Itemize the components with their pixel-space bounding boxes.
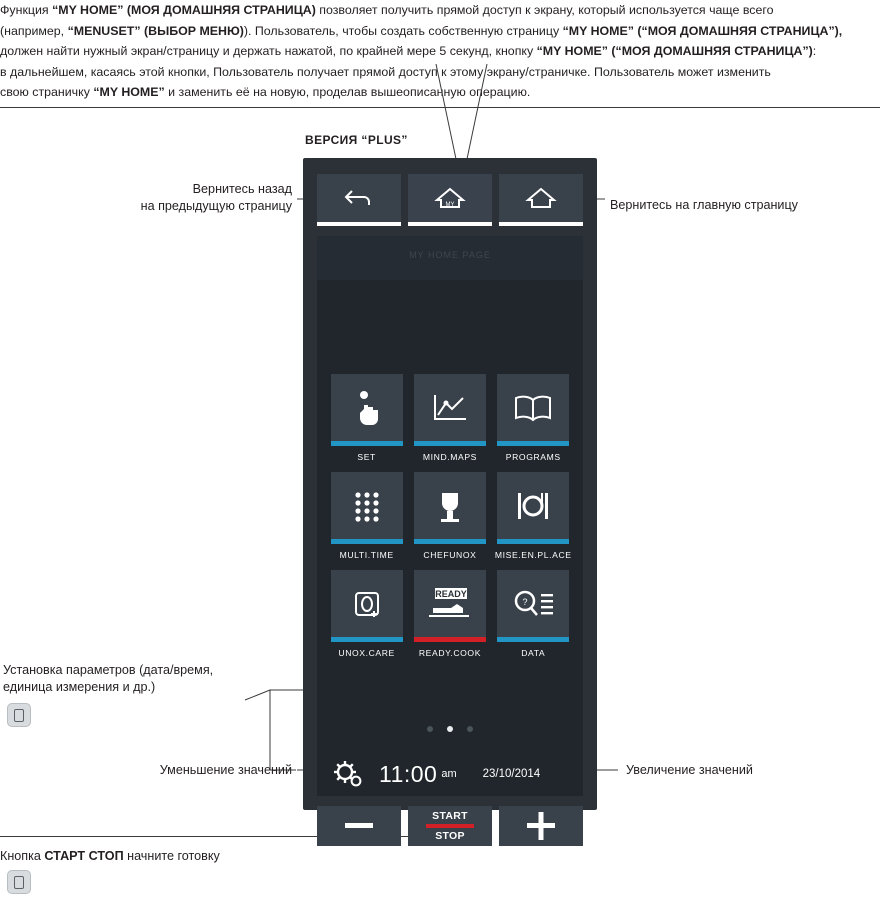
control-panel-device bbox=[303, 158, 597, 842]
callout-home bbox=[610, 197, 860, 214]
my-home-button[interactable] bbox=[408, 174, 492, 226]
tile-programs[interactable] bbox=[497, 374, 569, 446]
device-screen bbox=[317, 236, 583, 796]
tile-ready-cook[interactable] bbox=[414, 570, 486, 642]
intro-bold: “MY HOME” (МОЯ ДОМАШНЯЯ СТРАНИЦА) bbox=[52, 3, 316, 17]
intro-text: и заменить её на новую, проделав вышеописанную операцию. bbox=[164, 85, 531, 99]
callout-home-text: Вернитесь на главную страницу bbox=[610, 198, 798, 212]
callout-back bbox=[100, 181, 292, 215]
callout-increase-text: Увеличение значений bbox=[626, 763, 753, 777]
intro-text: : bbox=[812, 44, 817, 58]
tile-chefunox[interactable] bbox=[414, 472, 486, 544]
intro-text: позволяет получить прямой доступ к экрану, который используется чаще всего bbox=[315, 3, 774, 17]
intro-text: свою страничку bbox=[0, 85, 94, 99]
home-icon bbox=[521, 184, 561, 212]
tile-unox-care[interactable] bbox=[331, 570, 403, 642]
touch-panel-inner-icon bbox=[14, 876, 24, 889]
callout-settings-line1: Установка параметров (дата/время, bbox=[3, 663, 214, 677]
page-dot[interactable] bbox=[467, 726, 473, 732]
svg-text:?: ? bbox=[522, 596, 528, 607]
callout-decrease bbox=[110, 762, 292, 779]
intro-text: должен найти нужный экран/страницу и держать нажатой, по крайней мере 5 секунд, кнопку bbox=[0, 44, 537, 58]
gear-icon bbox=[333, 760, 363, 788]
tile-cell bbox=[492, 472, 575, 560]
tile-cell bbox=[325, 570, 408, 658]
settings-button[interactable] bbox=[317, 760, 379, 788]
magnifier-list-icon bbox=[511, 587, 555, 621]
tile-mise-en-place[interactable] bbox=[497, 472, 569, 544]
intro-text: Функция bbox=[0, 3, 53, 17]
tile-label: READY.COOK bbox=[418, 648, 482, 658]
back-arrow-icon bbox=[342, 185, 376, 211]
callout-startstop-c: начните готовку bbox=[123, 849, 220, 863]
start-stop-button[interactable] bbox=[408, 806, 492, 850]
callout-back-line2: на предыдущую страницу bbox=[140, 199, 292, 213]
tile-cell bbox=[408, 374, 491, 462]
tile-set[interactable] bbox=[331, 374, 403, 446]
minus-button[interactable] bbox=[317, 806, 401, 850]
touch-panel-inner-icon bbox=[14, 709, 24, 722]
callout-startstop-a: Кнопка bbox=[0, 849, 45, 863]
clock-ampm: am bbox=[441, 768, 457, 780]
dots-grid-icon bbox=[349, 489, 385, 523]
tile-cell bbox=[325, 374, 408, 462]
callout-back-line1: Вернитесь назад bbox=[192, 182, 292, 196]
intro-text: ). Пользователь, чтобы создать собственную страницу bbox=[243, 23, 563, 38]
screen-title: MY HOME PAGE bbox=[409, 250, 491, 260]
svg-text:READY: READY bbox=[435, 588, 467, 599]
page-dot[interactable] bbox=[427, 726, 433, 732]
device-top-button-bar bbox=[317, 174, 583, 226]
tile-label: SET bbox=[357, 452, 376, 462]
device-bottom-button-bar bbox=[317, 806, 583, 858]
tile-label: MULTI.TIME bbox=[339, 550, 394, 560]
callout-settings-line2: единица измерения и др.) bbox=[3, 680, 156, 694]
tile-label: PROGRAMS bbox=[505, 452, 561, 462]
screen-status-bar bbox=[317, 752, 583, 796]
clock-time: 11:00 bbox=[379, 760, 438, 787]
start-stop-divider bbox=[426, 824, 474, 828]
touch-panel-icon-startstop bbox=[7, 870, 31, 894]
tile-data[interactable] bbox=[497, 570, 569, 642]
open-book-icon bbox=[511, 392, 555, 424]
intro-line-4: в дальнейшем, касаясь этой кнопки, Пользователь получает прямой доступ к этому экрану/страничке. Пользователь может изменить bbox=[0, 64, 771, 79]
tile-label: MIND.MAPS bbox=[422, 452, 477, 462]
tile-label: CHEFUNOX bbox=[423, 550, 477, 560]
stop-label: STOP bbox=[435, 830, 465, 842]
callout-decrease-text: Уменьшение значений bbox=[159, 763, 292, 777]
intro-bold: “MENUSET” (ВЫБОР МЕНЮ) bbox=[67, 23, 244, 38]
minus-icon bbox=[339, 817, 379, 835]
tile-mind-maps[interactable] bbox=[414, 374, 486, 446]
care-square-icon bbox=[349, 586, 385, 622]
tile-cell bbox=[408, 570, 491, 658]
tile-cell bbox=[408, 472, 491, 560]
page-dot-active[interactable] bbox=[447, 726, 453, 732]
tile-multi-time[interactable] bbox=[331, 472, 403, 544]
line-chart-icon bbox=[430, 391, 470, 425]
tile-cell bbox=[492, 570, 575, 658]
svg-text:MY: MY bbox=[445, 202, 455, 208]
plate-cutlery-icon bbox=[513, 489, 553, 523]
hand-touch-icon bbox=[350, 389, 384, 427]
plus-button[interactable] bbox=[499, 806, 583, 850]
home-my-icon bbox=[430, 184, 470, 212]
intro-bold: “MY HOME” bbox=[93, 85, 165, 99]
tile-cell bbox=[492, 374, 575, 462]
tile-cell bbox=[325, 472, 408, 560]
tile-label: DATA bbox=[521, 648, 546, 658]
plus-icon bbox=[521, 811, 561, 841]
intro-bold: “MY HOME” (“МОЯ ДОМАШНЯЯ СТРАНИЦА”), bbox=[562, 23, 843, 38]
touch-panel-icon-settings bbox=[7, 703, 31, 727]
intro-bold: “MY HOME” (“МОЯ ДОМАШНЯЯ СТРАНИЦА”) bbox=[536, 44, 813, 58]
intro-text: (например, bbox=[0, 23, 68, 38]
ready-hand-icon bbox=[423, 584, 477, 624]
tile-label: MISE.EN.PL.ACE bbox=[494, 550, 572, 560]
version-label: ВЕРСИЯ “PLUS” bbox=[305, 133, 408, 147]
callout-startstop-b: СТАРТ СТОП bbox=[44, 849, 124, 863]
start-label: START bbox=[432, 810, 468, 822]
page-indicator-dots[interactable] bbox=[317, 726, 583, 732]
callout-increase bbox=[626, 762, 856, 779]
back-button[interactable] bbox=[317, 174, 401, 226]
tile-label: UNOX.CARE bbox=[338, 648, 395, 658]
home-button[interactable] bbox=[499, 174, 583, 226]
callout-settings bbox=[3, 662, 253, 696]
clock-date: 23/10/2014 bbox=[482, 768, 541, 780]
chef-hat-icon bbox=[434, 487, 466, 525]
app-tile-grid bbox=[325, 374, 575, 668]
